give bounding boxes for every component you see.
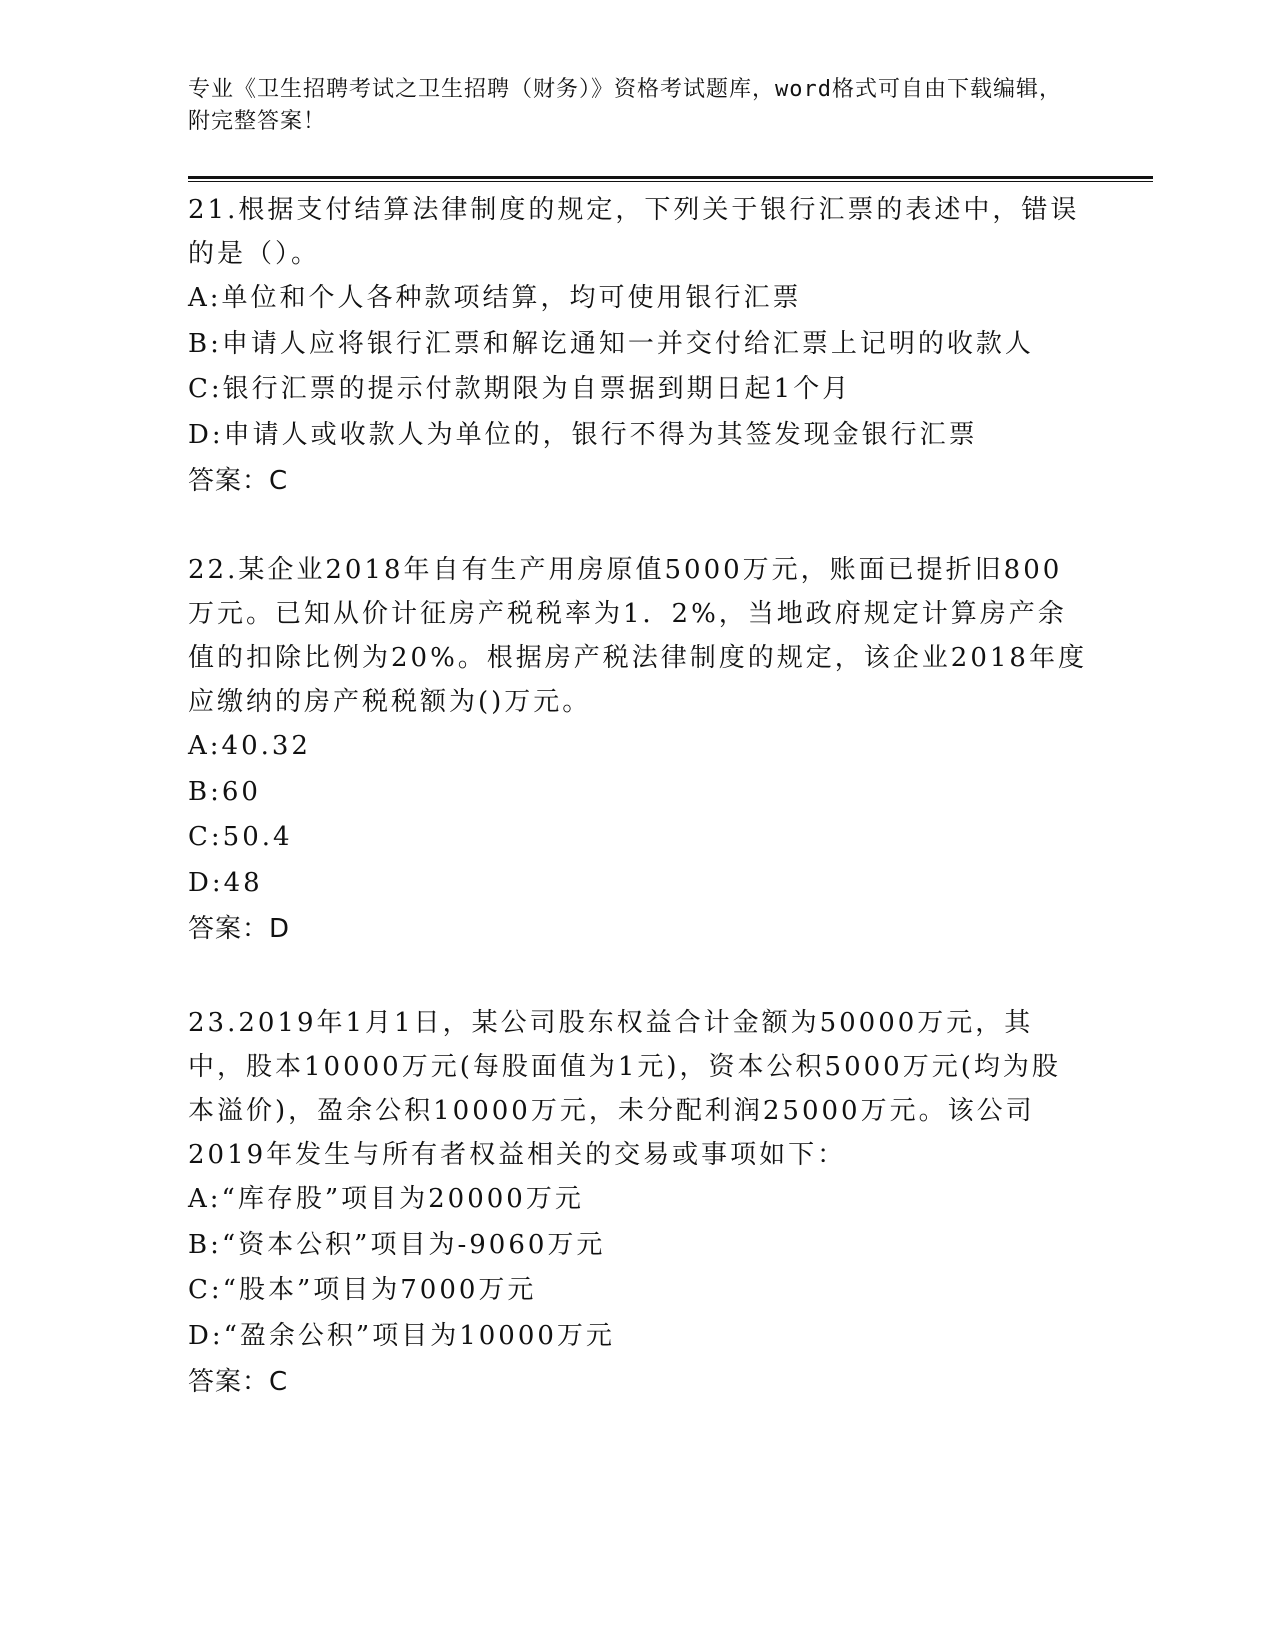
option-c: C:银行汇票的提示付款期限为自票据到期日起1个月	[188, 374, 852, 404]
header-divider-thin	[188, 181, 1153, 182]
option-a: A:单位和个人各种款项结算，均可使用银行汇票	[188, 283, 802, 313]
option-b: B:申请人应将银行汇票和解讫通知一并交付给汇票上记明的收款人	[188, 328, 1034, 359]
option-a: A:40.32	[188, 731, 311, 761]
option-c: C:50.4	[188, 822, 293, 852]
option-a: A:“库存股”项目为20000万元	[188, 1184, 584, 1214]
option-b: B:60	[188, 776, 261, 807]
header-divider-thick	[188, 176, 1153, 179]
option-b: B:“资本公积”项目为-9060万元	[188, 1229, 606, 1260]
question-21	[188, 188, 1088, 504]
option-d: D:申请人或收款人为单位的，银行不得为其签发现金银行汇票	[188, 419, 978, 450]
answer-line: 答案：C	[188, 1367, 289, 1397]
answer-line: 答案：D	[188, 914, 291, 944]
question-stem: 21.根据支付结算法律制度的规定，下列关于银行汇票的表述中，错误的是（）。	[188, 195, 1080, 269]
question-stem: 22.某企业2018年自有生产用房原值5000万元，账面已提折旧800万元。已知从价计征房产税税率为1．2%，当地政府规定计算房产余值的扣除比例为20%。根据房产税法律制度的规定，该企业2018年度应缴纳的房产税税额为()万元。	[188, 555, 1087, 717]
question-stem: 23.2019年1月1日，某公司股东权益合计金额为50000万元，其中，股本10000万元(每股面值为1元)，资本公积5000万元(均为股本溢价)，盈余公积10000万元，未分配利润25000万元。该公司2019年发生与所有者权益相关的交易或事项如下：	[188, 1008, 1061, 1170]
answer-line: 答案：C	[188, 466, 289, 496]
option-d: D:“盈余公积”项目为10000万元	[188, 1320, 615, 1351]
question-23	[188, 1001, 1088, 1405]
question-22	[188, 548, 1088, 952]
option-c: C:“股本”项目为7000万元	[188, 1275, 537, 1305]
document-header: 专业《卫生招聘考试之卫生招聘（财务）》资格考试题库，word格式可自由下载编辑，附完整答案！	[188, 77, 1062, 134]
option-d: D:48	[188, 867, 263, 898]
